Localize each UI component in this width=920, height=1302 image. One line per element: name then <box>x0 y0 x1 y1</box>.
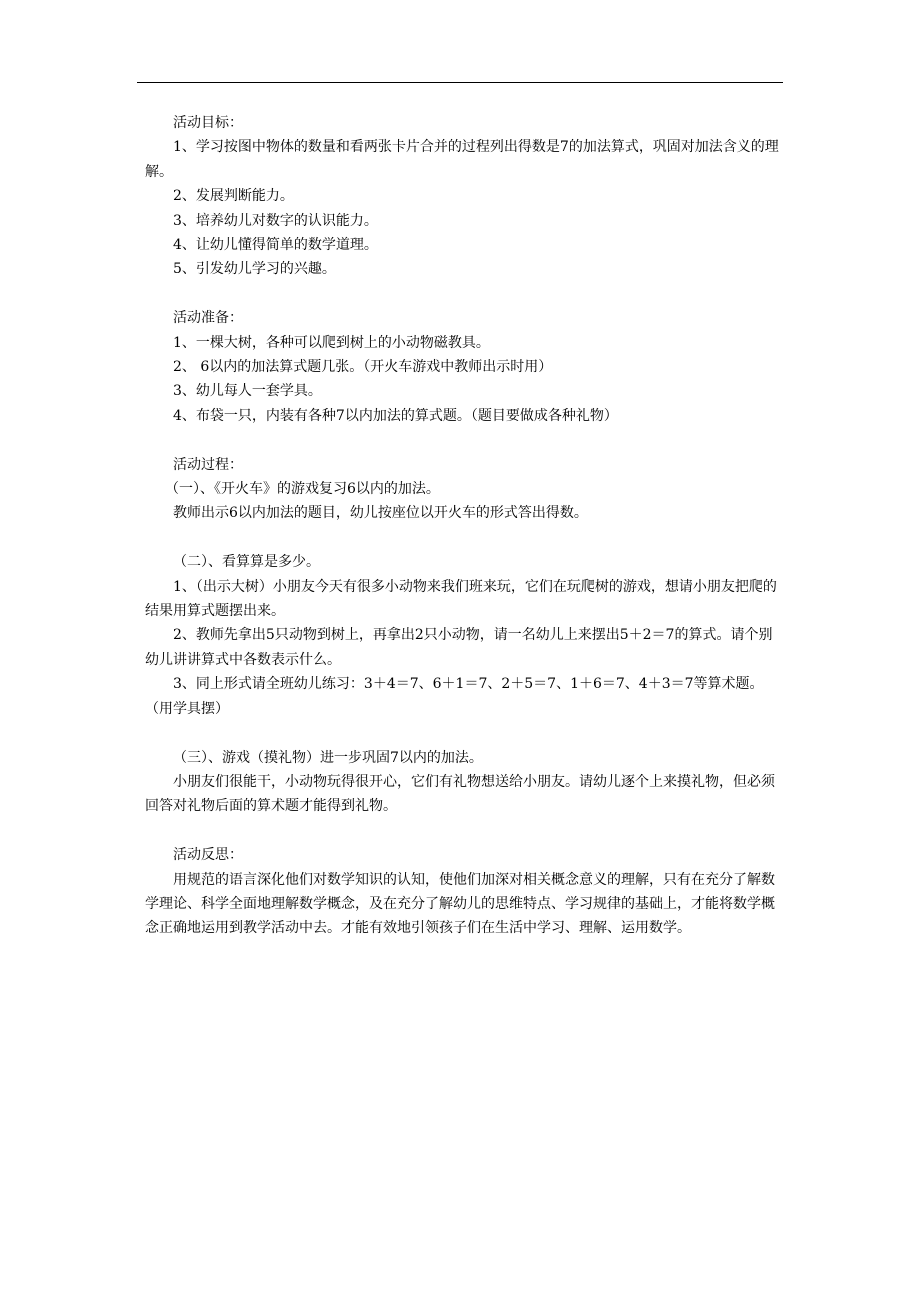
process-part3-title: （三）、游戏（摸礼物）进一步巩固7以内的加法。 <box>173 749 483 766</box>
spacer <box>145 721 783 745</box>
prep-item: 3、幼儿每人一套学具。 <box>173 383 322 400</box>
reflection-text: 用规范的语言深化他们对数学知识的认知，使他们加深对相关概念意义的理解，只有在充分了解数学理论、科学全面地理解数学概念，及在充分了解幼儿的思维特点、学习规律的基础上，才能将数学概念正确地运用到教学活动中去。才能有效地引领孩子们在生活中学习、理解、运用数学。 <box>145 871 775 937</box>
prep-item: 1、一棵大树，各种可以爬到树上的小动物磁教具。 <box>173 334 490 351</box>
spacer <box>145 282 783 306</box>
goal-item: 3、培养幼儿对数字的认识能力。 <box>173 212 378 229</box>
header-rule <box>137 82 783 83</box>
prep-item: 4、布袋一只，内装有各种7以内加法的算式题。（题目要做成各种礼物） <box>173 407 618 424</box>
reflection-heading: 活动反思： <box>173 847 243 864</box>
document-body <box>145 111 783 941</box>
process-part2-item: 1、（出示大树）小朋友今天有很多小动物来我们班来玩，它们在玩爬树的游戏，想请小朋友把爬的结果用算式题摆出来。 <box>145 578 777 620</box>
spacer <box>145 428 783 452</box>
goal-item: 2、发展判断能力。 <box>173 188 294 205</box>
prep-heading: 活动准备： <box>173 310 243 327</box>
process-part2-item: 3、同上形式请全班幼儿练习：3＋4＝7、6＋1＝7、2＋5＝7、1＋6＝7、4＋3＝7等算术题。（用学具摆） <box>145 676 764 717</box>
goal-item: 1、学习按图中物体的数量和看两张卡片合并的过程列出得数是7的加法算式，巩固对加法含义的理解。 <box>145 139 779 180</box>
process-part1-text: 教师出示6以内加法的题目，幼儿按座位以开火车的形式答出得数。 <box>173 505 588 522</box>
process-part2-item: 2、教师先拿出5只动物到树上，再拿出2只小动物，请一名幼儿上来摆出5＋2＝7的算式。请个别幼儿讲讲算式中各数表示什么。 <box>145 627 773 668</box>
goal-item: 4、让幼儿懂得简单的数学道理。 <box>173 237 378 254</box>
prep-item: 2、 6以内的加法算式题几张。（开火车游戏中教师出示时用） <box>173 359 553 376</box>
process-part1-title: （一）、《开火车》的游戏复习6以内的加法。 <box>165 481 440 498</box>
process-heading: 活动过程： <box>173 456 243 473</box>
process-part2-title: （二）、看算算是多少。 <box>173 554 320 571</box>
goals-heading: 活动目标： <box>173 115 243 131</box>
process-part3-text: 小朋友们很能干，小动物玩得很开心，它们有礼物想送给小朋友。请幼儿逐个上来摸礼物，但必须回答对礼物后面的算术题才能得到礼物。 <box>145 773 775 815</box>
spacer <box>145 526 783 550</box>
spacer <box>145 819 783 843</box>
goal-item: 5、引发幼儿学习的兴趣。 <box>173 261 336 278</box>
